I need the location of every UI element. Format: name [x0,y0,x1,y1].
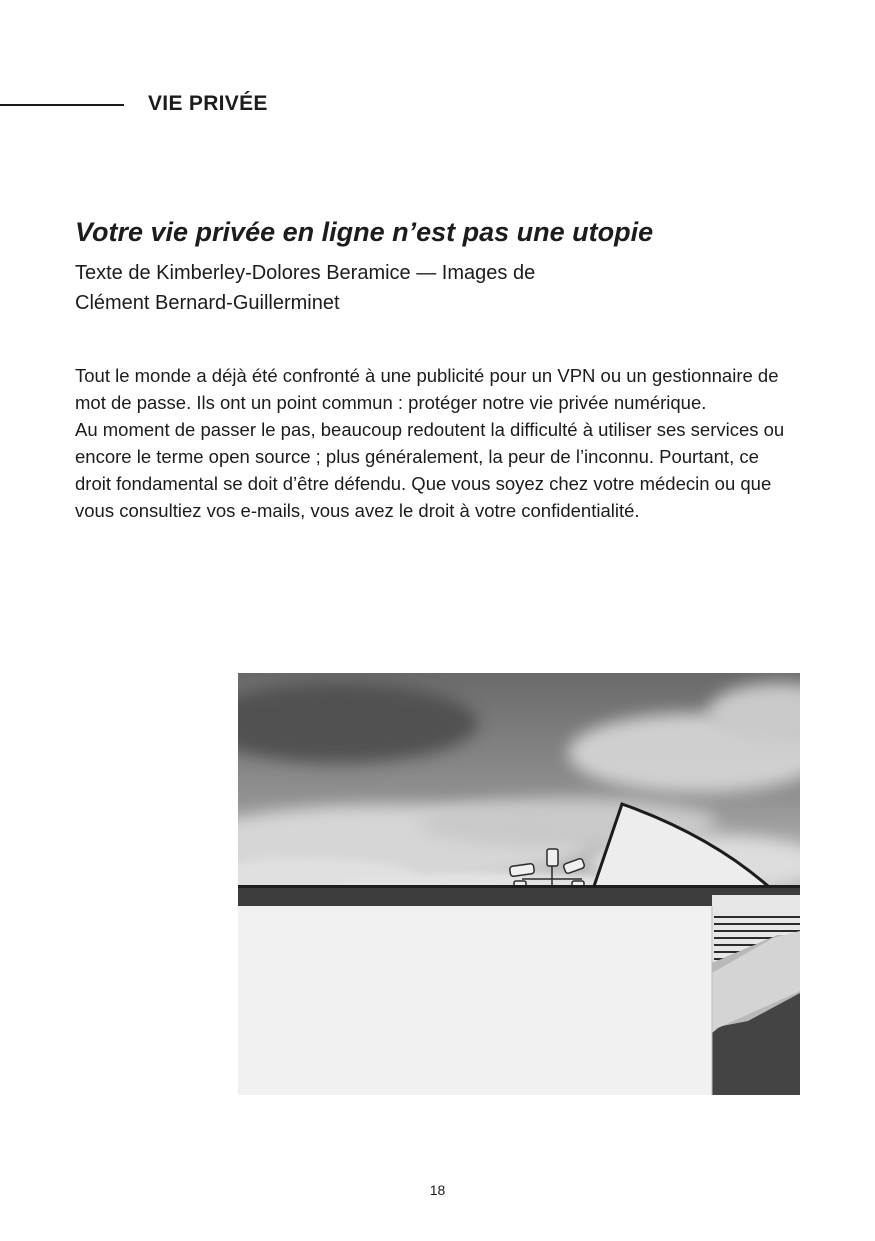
paragraph-1: Tout le monde a déjà été confronté à une publicité pour un VPN ou un gestionnaire de mot de passe. Ils ont un point commun : protéger notre vie privée numérique. [75,365,779,413]
byline [75,258,635,318]
paragraph-2: Au moment de passer le pas, beaucoup redoutent la difficulté à utiliser ses services ou encore le terme open source ; plus généralement, la peur de l’inconnu. Pourtant, ce droit fondamental se doit d’être défendu. Que vous soyez chez votre médecin ou que vous consultiez vos e-mails, vous avez le droit à votre confidentialité. [75,419,785,521]
section-rule [0,104,124,106]
page-number: 18 [429,1182,446,1198]
section-title: VIE PRIVÉE [148,92,268,115]
byline-line-1: Texte de Kimberley-Dolores Beramice — Images de [75,262,536,284]
article-body [75,362,785,524]
byline-line-2: Clément Bernard-Guillerminet [75,292,340,314]
article-photo [238,673,800,1095]
white-wall [238,906,712,1095]
photo-surveillance-cameras-on-rooftop [238,673,800,1095]
article-title: Votre vie privée en ligne n’est pas une utopie [75,217,654,247]
